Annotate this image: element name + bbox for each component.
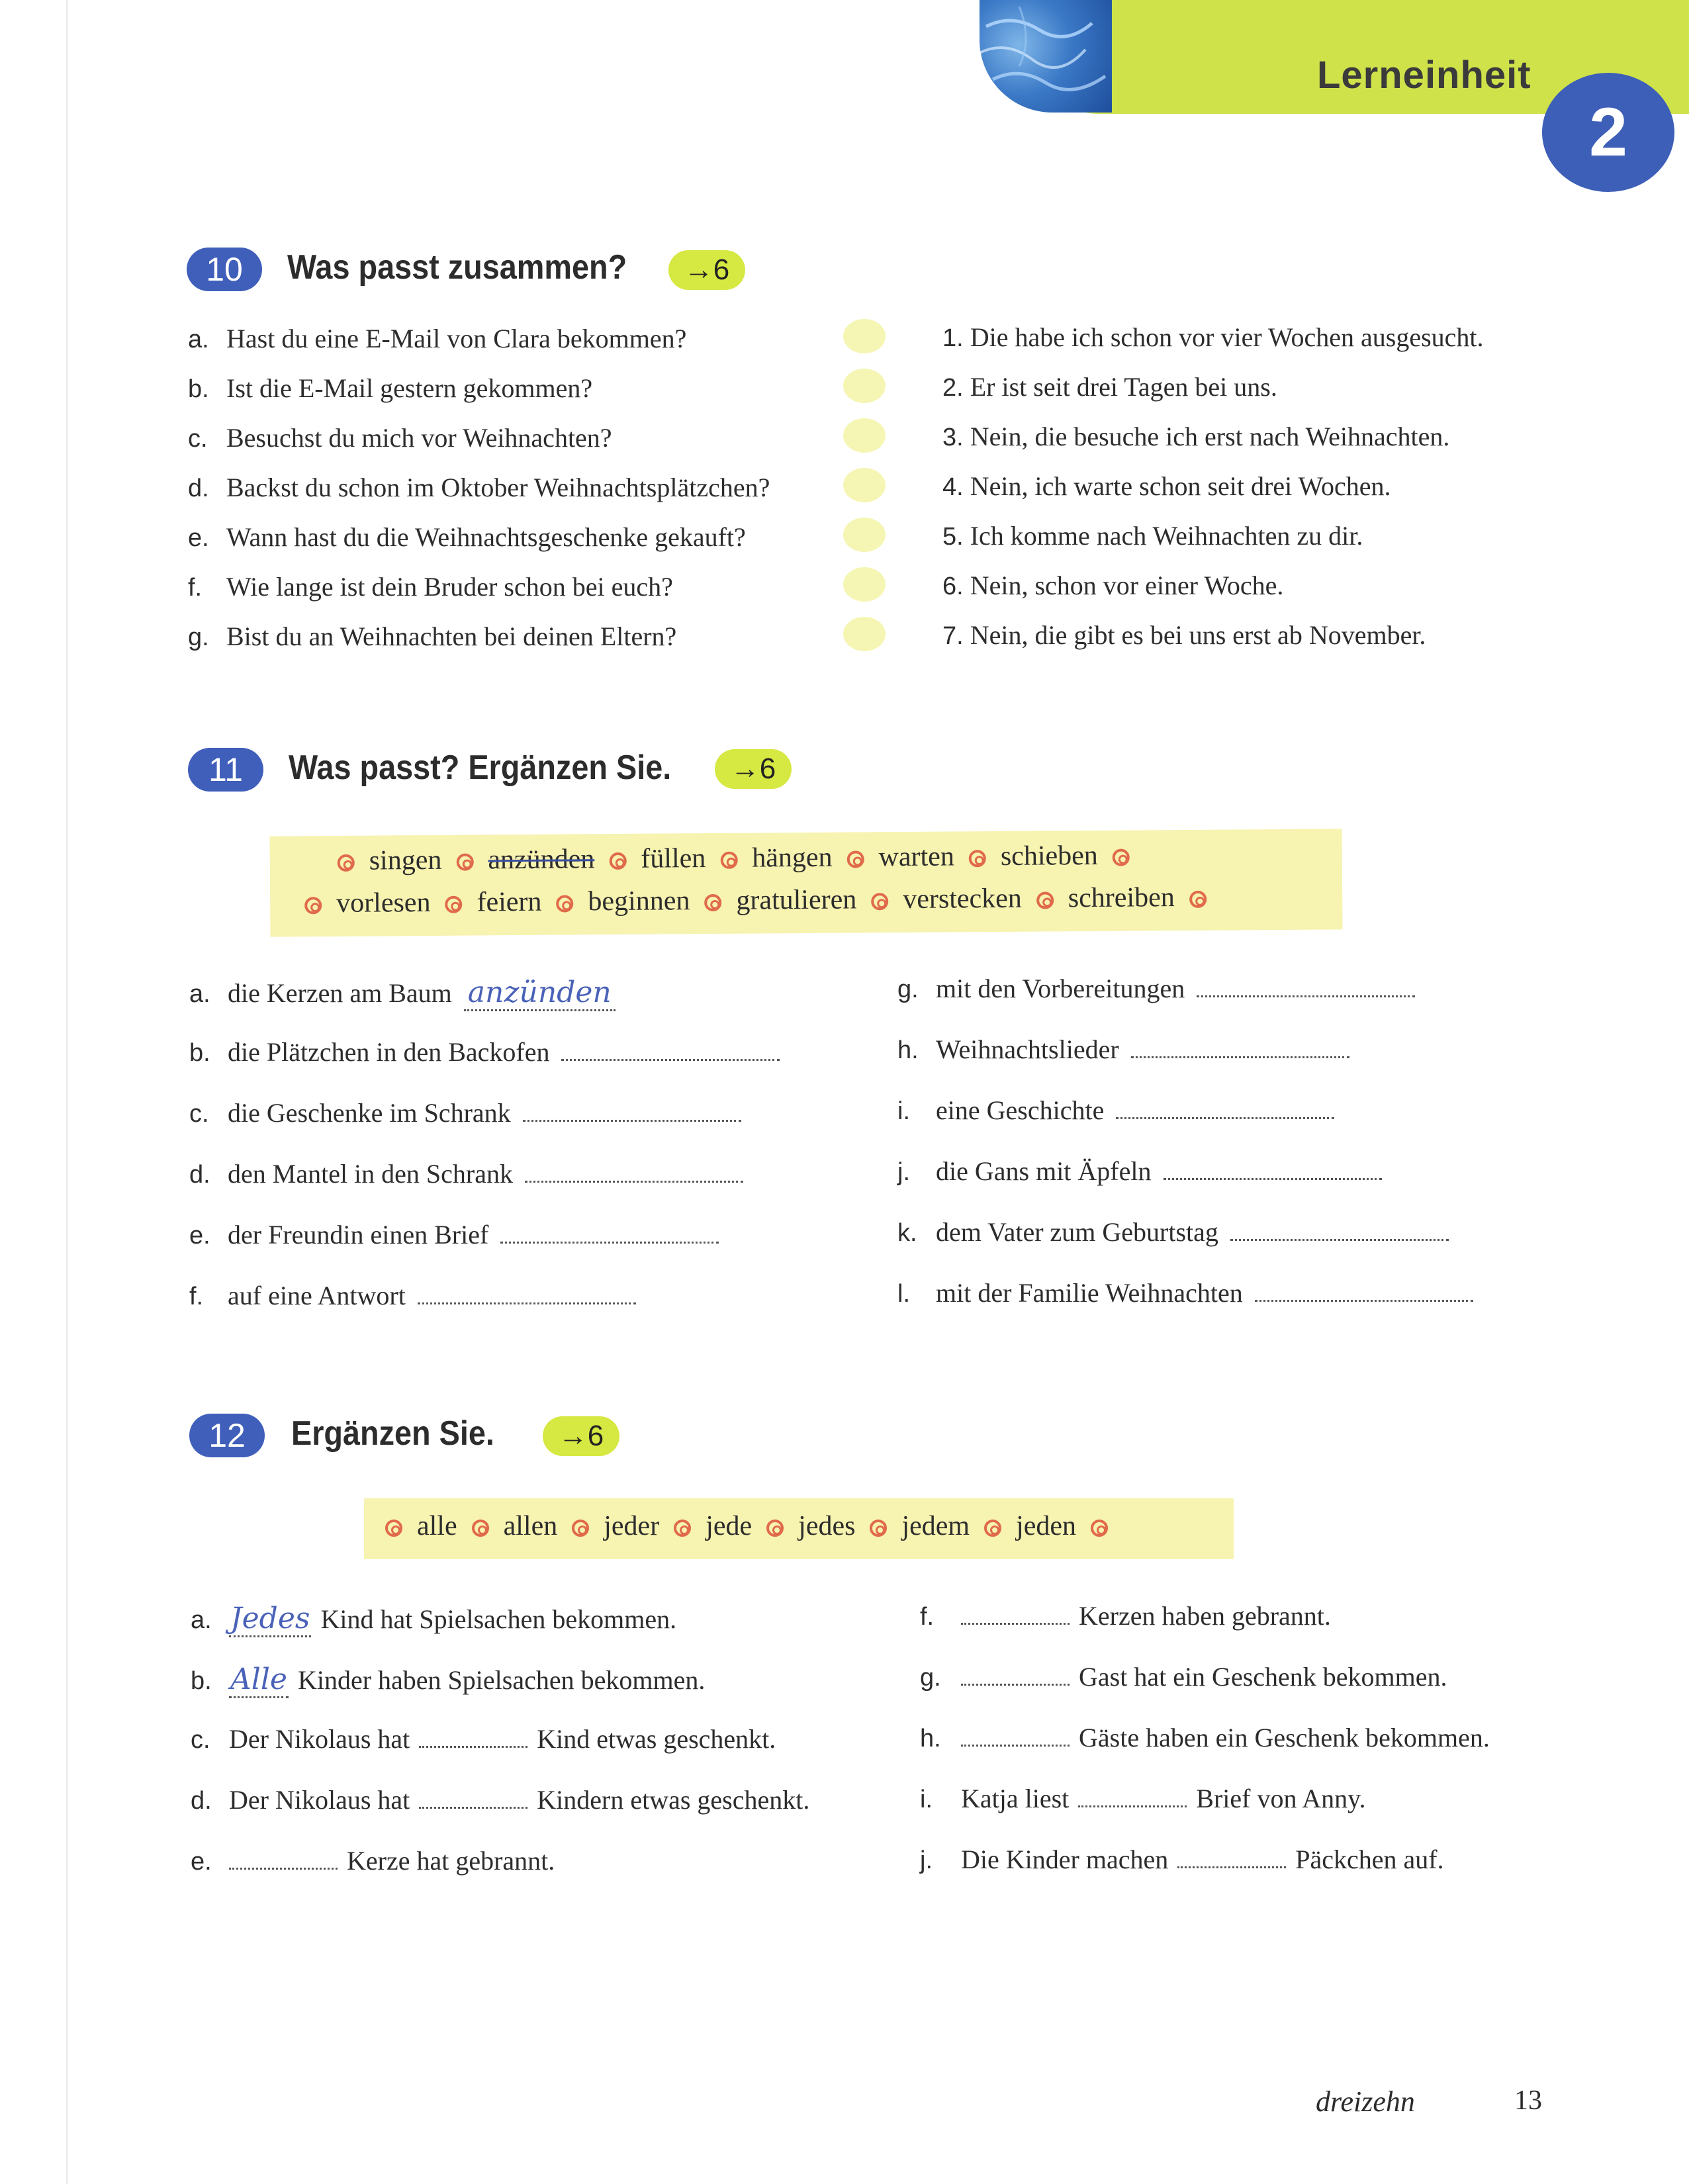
fill-in-item [189, 1036, 780, 1068]
item-text: Besuchst du mich vor Weihnachten? [226, 423, 612, 453]
item-text-after: Kind hat Spielsachen bekommen. [320, 1604, 677, 1634]
word-option: verstecken [903, 883, 1023, 915]
item-text: mit der Familie Weihnachten [936, 1278, 1243, 1308]
spiral-bullet-icon [704, 894, 721, 911]
answer-blank[interactable] [523, 1103, 741, 1122]
item-label: d. [189, 1161, 210, 1189]
item-label: a. [191, 1606, 212, 1634]
fill-in-item [189, 1219, 719, 1250]
fill-in-item [191, 1784, 809, 1815]
spiral-bullet-icon [1189, 891, 1207, 908]
fill-in-item [897, 1034, 1349, 1065]
item-label: e. [188, 524, 209, 552]
item-text-before: Die Kinder machen [961, 1844, 1169, 1874]
item-text-after: Kerzen haben gebrannt. [1079, 1601, 1331, 1631]
fill-in-item [189, 1097, 741, 1128]
word-option: vorlesen [336, 887, 431, 919]
spiral-bullet-icon [766, 1520, 784, 1537]
fill-in-item [191, 1662, 705, 1698]
fill-in-item [897, 1156, 1382, 1187]
word-box-row-2 [290, 882, 1221, 920]
item-text: die Kerzen am Baum [228, 978, 452, 1008]
item-label: f. [188, 574, 203, 602]
word-option: jede [706, 1511, 753, 1541]
question-item [188, 571, 673, 602]
word-option: schreiben [1068, 882, 1175, 914]
answer-blank[interactable]: anzünden [464, 976, 616, 1011]
exercise-10-number: 10 [187, 248, 262, 291]
answer-field[interactable] [843, 617, 886, 651]
exercise-11-reference: →6 [715, 749, 792, 789]
item-text-before: Katja liest [961, 1784, 1070, 1813]
item-label: 5. [942, 523, 964, 551]
word-option: jedem [901, 1511, 970, 1541]
item-label: 2. [942, 374, 964, 402]
answer-blank[interactable] [525, 1163, 743, 1183]
item-label: b. [191, 1667, 212, 1695]
item-text-after: Kinder haben Spielsachen bekommen. [297, 1665, 706, 1695]
answer-item [942, 570, 1283, 601]
item-label: j. [897, 1158, 910, 1186]
item-text: Nein, die besuche ich erst nach Weihnachten. [970, 422, 1450, 451]
question-item [188, 422, 612, 453]
item-text: dem Vater zum Geburtstag [936, 1217, 1218, 1247]
item-label: l. [897, 1280, 910, 1308]
answer-blank[interactable] [1164, 1161, 1382, 1180]
fill-in-item [191, 1845, 555, 1876]
item-text-after: Kind etwas geschenkt. [537, 1724, 776, 1754]
spiral-bullet-icon [472, 1520, 489, 1537]
answer-blank[interactable] [1116, 1100, 1334, 1119]
word-option: füllen [641, 843, 706, 874]
item-text: auf eine Antwort [228, 1281, 406, 1310]
word-option: hängen [752, 842, 833, 874]
item-label: 3. [942, 424, 964, 451]
answer-blank[interactable] [419, 1790, 527, 1809]
unit-title: Lerneinheit [1317, 54, 1531, 97]
item-text-after: Gast hat ein Geschenk bekommen. [1079, 1662, 1447, 1692]
exercise-11-number: 11 [188, 748, 263, 792]
item-text: Bist du an Weihnachten bei deinen Eltern? [226, 621, 677, 651]
item-label: g. [188, 623, 209, 651]
item-text: Hast du eine E-Mail von Clara bekommen? [226, 324, 687, 353]
spiral-bullet-icon [847, 851, 864, 868]
answer-blank[interactable] [500, 1224, 719, 1244]
item-label: f. [189, 1283, 204, 1310]
item-label: k. [897, 1219, 917, 1247]
item-label: 1. [942, 324, 964, 352]
exercise-12-reference: →6 [543, 1416, 619, 1456]
item-label: j. [920, 1846, 933, 1874]
answer-blank[interactable] [1197, 978, 1415, 997]
word-box-row [371, 1510, 1122, 1542]
spiral-bullet-icon [445, 896, 462, 913]
spiral-bullet-icon [556, 895, 573, 913]
word-option: alle [417, 1511, 457, 1541]
fill-in-item [189, 1158, 743, 1189]
item-label: h. [920, 1725, 941, 1752]
item-text: Weihnachtslieder [936, 1034, 1119, 1064]
fill-in-item [189, 976, 616, 1011]
item-text: Nein, ich warte schon seit drei Wochen. [970, 471, 1391, 501]
item-text: Wie lange ist dein Bruder schon bei euch? [226, 572, 673, 602]
item-text-after: Kerze hat gebrannt. [347, 1846, 555, 1876]
question-item [188, 472, 770, 503]
word-option: schieben [1000, 840, 1098, 872]
exercise-11-title: Was passt? Ergänzen Sie. [289, 749, 672, 787]
fill-in-item [191, 1602, 676, 1637]
answer-blank[interactable] [1255, 1283, 1473, 1302]
fill-in-item [920, 1661, 1447, 1692]
item-text: die Plätzchen in den Backofen [228, 1037, 550, 1067]
answer-field[interactable] [843, 468, 886, 502]
spiral-bullet-icon [984, 1520, 1001, 1537]
fill-in-item [897, 1216, 1449, 1248]
answer-field[interactable] [843, 567, 886, 602]
word-option: anzünden [488, 844, 595, 876]
answer-blank[interactable] [419, 1729, 527, 1748]
exercise-10-reference: →6 [668, 250, 745, 290]
word-option: feiern [477, 886, 542, 918]
item-label: i. [897, 1097, 910, 1125]
word-option: jedes [798, 1511, 856, 1541]
spiral-bullet-icon [674, 1520, 691, 1537]
item-label: c. [189, 1100, 209, 1128]
item-text: Er ist seit drei Tagen bei uns. [970, 372, 1277, 402]
page-margin-line [66, 0, 68, 2184]
word-box-row-1 [323, 839, 1144, 877]
spiral-bullet-icon [871, 893, 888, 910]
header-water-image [980, 0, 1112, 113]
spiral-bullet-icon [338, 854, 355, 872]
item-label: c. [188, 425, 208, 453]
answer-blank[interactable] [229, 1850, 338, 1870]
item-text: Nein, schon vor einer Woche. [970, 570, 1284, 600]
item-text: mit den Vorbereitungen [936, 974, 1185, 1003]
item-label: 7. [942, 622, 964, 650]
word-option: singen [369, 844, 442, 876]
word-option: allen [503, 1511, 558, 1541]
question-item [188, 323, 686, 354]
item-text: Die habe ich schon vor vier Wochen ausgesucht. [970, 322, 1484, 352]
item-label: i. [920, 1786, 933, 1813]
item-label: 6. [942, 572, 964, 600]
spiral-bullet-icon [304, 897, 322, 914]
item-label: d. [191, 1787, 212, 1815]
spiral-bullet-icon [1091, 1520, 1108, 1537]
spiral-bullet-icon [969, 850, 986, 867]
answer-item [942, 371, 1277, 402]
item-label: d. [188, 475, 209, 502]
answer-blank[interactable]: Alle [229, 1662, 289, 1698]
answer-blank[interactable] [561, 1042, 780, 1061]
exercise-12-number: 12 [189, 1414, 265, 1457]
item-label: c. [191, 1726, 210, 1754]
item-text: eine Geschichte [936, 1095, 1105, 1125]
fill-in-item [189, 1280, 636, 1311]
item-label: h. [897, 1036, 919, 1064]
item-text: der Freundin einen Brief [228, 1220, 489, 1250]
item-label: b. [188, 375, 209, 403]
question-item [188, 621, 676, 652]
item-text-before: Der Nikolaus hat [229, 1785, 410, 1815]
answer-item [942, 619, 1426, 651]
page-number: 13 [1514, 2085, 1542, 2116]
item-text-after: Päckchen auf. [1295, 1844, 1444, 1874]
spiral-bullet-icon [1036, 892, 1054, 909]
item-label: a. [188, 326, 209, 353]
item-label: b. [189, 1039, 210, 1067]
item-text-after: Gäste haben ein Geschenk bekommen. [1079, 1723, 1490, 1752]
fill-in-item [920, 1783, 1366, 1814]
word-option: beginnen [588, 886, 690, 917]
fill-in-item [191, 1723, 776, 1754]
fill-in-item [920, 1600, 1331, 1631]
answer-blank[interactable] [961, 1606, 1070, 1625]
word-option: gratulieren [736, 884, 857, 916]
answer-item [942, 322, 1484, 353]
answer-blank[interactable] [961, 1727, 1070, 1747]
question-item [188, 373, 592, 404]
exercise-10-title: Was passt zusammen? [287, 248, 627, 287]
item-label: 4. [942, 473, 964, 501]
question-item [188, 522, 746, 553]
answer-field[interactable] [843, 518, 886, 552]
item-text-before: Der Nikolaus hat [229, 1724, 410, 1754]
spiral-bullet-icon [1113, 849, 1130, 866]
answer-field[interactable] [843, 319, 886, 353]
answer-blank[interactable] [418, 1285, 636, 1304]
unit-number-badge: 2 [1542, 73, 1674, 192]
item-label: g. [897, 976, 919, 1003]
fill-in-item [920, 1844, 1444, 1875]
item-text: die Geschenke im Schrank [228, 1098, 511, 1128]
answer-field[interactable] [843, 369, 886, 403]
item-label: e. [189, 1222, 210, 1250]
answer-blank[interactable] [1131, 1039, 1349, 1058]
item-text: Ist die E-Mail gestern gekommen? [226, 373, 593, 403]
word-option: jeden [1016, 1511, 1077, 1541]
item-label: e. [191, 1848, 212, 1876]
item-text: Nein, die gibt es bei uns erst ab November. [970, 620, 1426, 650]
word-option: jeder [604, 1511, 660, 1541]
fill-in-item [897, 1277, 1473, 1308]
fill-in-item [897, 1095, 1334, 1126]
item-text: den Mantel in den Schrank [228, 1159, 513, 1189]
fill-in-item [897, 973, 1415, 1004]
exercise-11-word-box [269, 829, 1342, 936]
spiral-bullet-icon [720, 852, 737, 869]
item-text: Wann hast du die Weihnachtsgeschenke gekauft? [226, 522, 746, 552]
item-label: f. [920, 1603, 935, 1631]
answer-field[interactable] [843, 418, 886, 453]
answer-blank[interactable] [1177, 1849, 1286, 1868]
item-text: die Gans mit Äpfeln [936, 1156, 1152, 1186]
page-number-word: dreizehn [1316, 2085, 1415, 2118]
item-label: g. [920, 1664, 941, 1692]
spiral-bullet-icon [572, 1520, 589, 1537]
exercise-12-title: Ergänzen Sie. [291, 1414, 494, 1453]
answer-blank[interactable] [1078, 1788, 1187, 1807]
item-text: Ich komme nach Weihnachten zu dir. [970, 521, 1363, 551]
item-text-after: Kindern etwas geschenkt. [537, 1785, 810, 1815]
spiral-bullet-icon [456, 854, 473, 871]
answer-blank[interactable]: Jedes [229, 1602, 311, 1637]
answer-item [942, 421, 1449, 452]
spiral-bullet-icon [609, 852, 626, 870]
answer-blank[interactable] [961, 1666, 1070, 1686]
answer-blank[interactable] [1230, 1222, 1449, 1241]
word-option: warten [878, 841, 955, 873]
spiral-bullet-icon [870, 1520, 887, 1537]
item-text-after: Brief von Anny. [1196, 1784, 1366, 1813]
answer-item [942, 471, 1391, 502]
fill-in-item [920, 1722, 1490, 1753]
exercise-12-word-box [364, 1498, 1234, 1559]
answer-item [942, 520, 1363, 551]
item-label: a. [189, 980, 210, 1008]
item-text: Backst du schon im Oktober Weihnachtsplätzchen? [226, 473, 770, 502]
spiral-bullet-icon [385, 1520, 402, 1537]
